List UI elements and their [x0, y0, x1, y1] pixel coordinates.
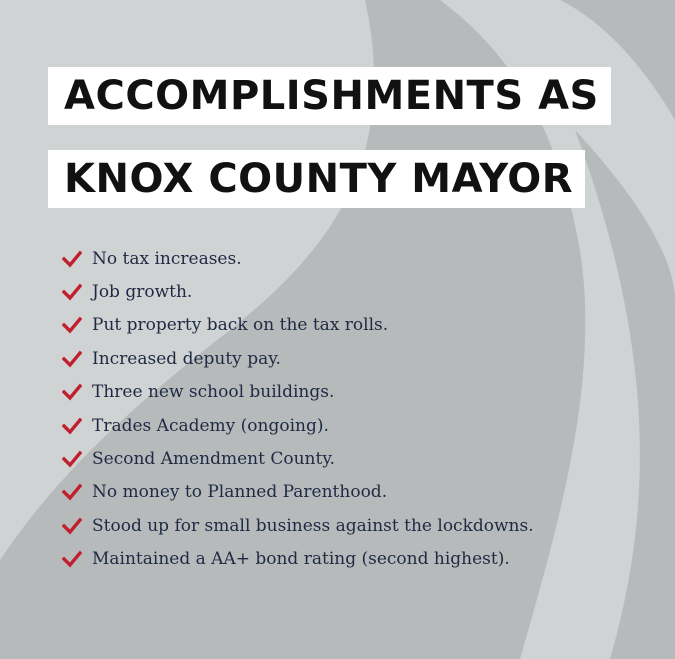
- list-item: [62, 509, 534, 542]
- check-icon: [62, 315, 82, 335]
- check-icon: [62, 249, 82, 269]
- list-item: [62, 242, 534, 275]
- list-item: [62, 309, 534, 342]
- list-item-text: Stood up for small business against the lockdowns.: [92, 515, 534, 536]
- list-item-text: No tax increases.: [92, 248, 242, 269]
- list-item-text: Second Amendment County.: [92, 449, 336, 470]
- check-icon: [62, 416, 82, 436]
- title-line-2: KNOX COUNTY MAYOR: [48, 150, 585, 208]
- list-item: [62, 342, 534, 375]
- list-item: [62, 409, 534, 442]
- list-item-text: No money to Planned Parenthood.: [92, 482, 388, 503]
- list-item-text: Put property back on the tax rolls.: [92, 315, 389, 336]
- list-item: [62, 275, 534, 308]
- check-icon: [62, 382, 82, 402]
- list-item: [62, 442, 534, 475]
- list-item-text: Increased deputy pay.: [92, 348, 281, 369]
- check-icon: [62, 449, 82, 469]
- list-item: [62, 476, 534, 509]
- list-item: [62, 376, 534, 409]
- title-line-1: ACCOMPLISHMENTS AS: [48, 67, 611, 125]
- list-item-text: Maintained a AA+ bond rating (second highest).: [92, 549, 510, 570]
- check-icon: [62, 549, 82, 569]
- check-icon: [62, 282, 82, 302]
- accomplishments-list: [62, 242, 534, 576]
- list-item-text: Trades Academy (ongoing).: [92, 415, 329, 436]
- list-item-text: Job growth.: [92, 282, 193, 303]
- check-icon: [62, 349, 82, 369]
- check-icon: [62, 482, 82, 502]
- list-item: [62, 543, 534, 576]
- check-icon: [62, 516, 82, 536]
- list-item-text: Three new school buildings.: [92, 382, 335, 403]
